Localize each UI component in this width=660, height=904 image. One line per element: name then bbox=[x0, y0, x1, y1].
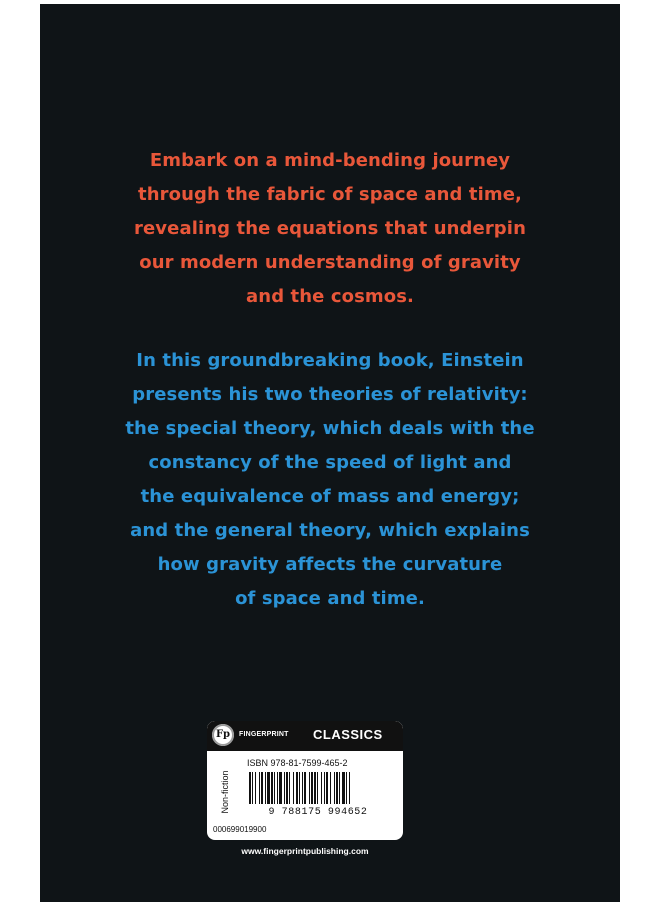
barcode-card bbox=[207, 721, 403, 840]
tagline-line: and the cosmos. bbox=[246, 286, 414, 307]
isbn-text: ISBN 978-81-7599-465-2 bbox=[247, 758, 348, 768]
barcode-bar bbox=[279, 772, 282, 804]
publisher-name: FINGERPRINT bbox=[239, 731, 289, 738]
barcode-bar bbox=[334, 772, 335, 804]
publisher-strip bbox=[207, 721, 403, 751]
description-line: of space and time. bbox=[235, 588, 425, 609]
internal-code: 000699019900 bbox=[213, 825, 267, 834]
barcode-bar bbox=[261, 772, 263, 804]
barcode-bar bbox=[249, 772, 251, 804]
barcode-bar bbox=[326, 772, 328, 804]
description-line: presents his two theories of relativity: bbox=[132, 384, 528, 405]
barcode-bar bbox=[349, 772, 350, 804]
publisher-website: www.fingerprintpublishing.com bbox=[241, 846, 369, 856]
barcode-bar bbox=[342, 772, 345, 804]
barcode-bar bbox=[311, 772, 313, 804]
description-line: and the general theory, which explains bbox=[130, 520, 530, 541]
barcode-bar bbox=[299, 772, 300, 804]
barcode-bar bbox=[259, 772, 260, 804]
barcode-bar bbox=[271, 772, 273, 804]
barcode-bar bbox=[346, 772, 347, 804]
barcode-bar bbox=[274, 772, 275, 804]
barcode-graphic bbox=[247, 772, 397, 804]
barcode-bar bbox=[339, 772, 340, 804]
barcode-bar bbox=[314, 772, 316, 804]
barcode-bar bbox=[289, 772, 290, 804]
barcode-bar bbox=[336, 772, 338, 804]
fingerprint-logo-icon: Fp bbox=[212, 724, 234, 746]
tagline bbox=[40, 144, 620, 314]
barcode-bar bbox=[321, 772, 322, 804]
description-line: the equivalence of mass and energy; bbox=[140, 486, 520, 507]
tagline-line: revealing the equations that underpin bbox=[134, 218, 526, 239]
description-line: constancy of the speed of light and bbox=[148, 452, 512, 473]
barcode-bar bbox=[267, 772, 270, 804]
barcode-bar bbox=[284, 772, 285, 804]
barcode-bar bbox=[286, 772, 288, 804]
barcode-bar bbox=[330, 772, 331, 804]
barcode-bar bbox=[277, 772, 278, 804]
tagline-line: through the fabric of space and time, bbox=[138, 184, 522, 205]
barcode-bar bbox=[317, 772, 318, 804]
barcode-bar bbox=[304, 772, 306, 804]
tagline-line: our modern understanding of gravity bbox=[139, 252, 521, 273]
book-description bbox=[40, 344, 620, 616]
barcode-bar bbox=[324, 772, 325, 804]
description-line: the special theory, which deals with the bbox=[125, 418, 535, 439]
barcode-bar bbox=[265, 772, 266, 804]
barcode-bar bbox=[309, 772, 310, 804]
description-line: In this groundbreaking book, Einstein bbox=[136, 350, 524, 371]
category-label: Non-fiction bbox=[220, 770, 230, 814]
barcode-digits: 9 788175 994652 bbox=[268, 807, 368, 818]
series-name: CLASSICS bbox=[313, 727, 383, 742]
barcode-bar bbox=[302, 772, 303, 804]
description-line: how gravity affects the curvature bbox=[157, 554, 503, 575]
tagline-line: Embark on a mind-bending journey bbox=[149, 150, 511, 171]
barcode-bar bbox=[252, 772, 253, 804]
barcode-bar bbox=[296, 772, 298, 804]
barcode-bar bbox=[255, 772, 256, 804]
barcode-bar bbox=[293, 772, 294, 804]
